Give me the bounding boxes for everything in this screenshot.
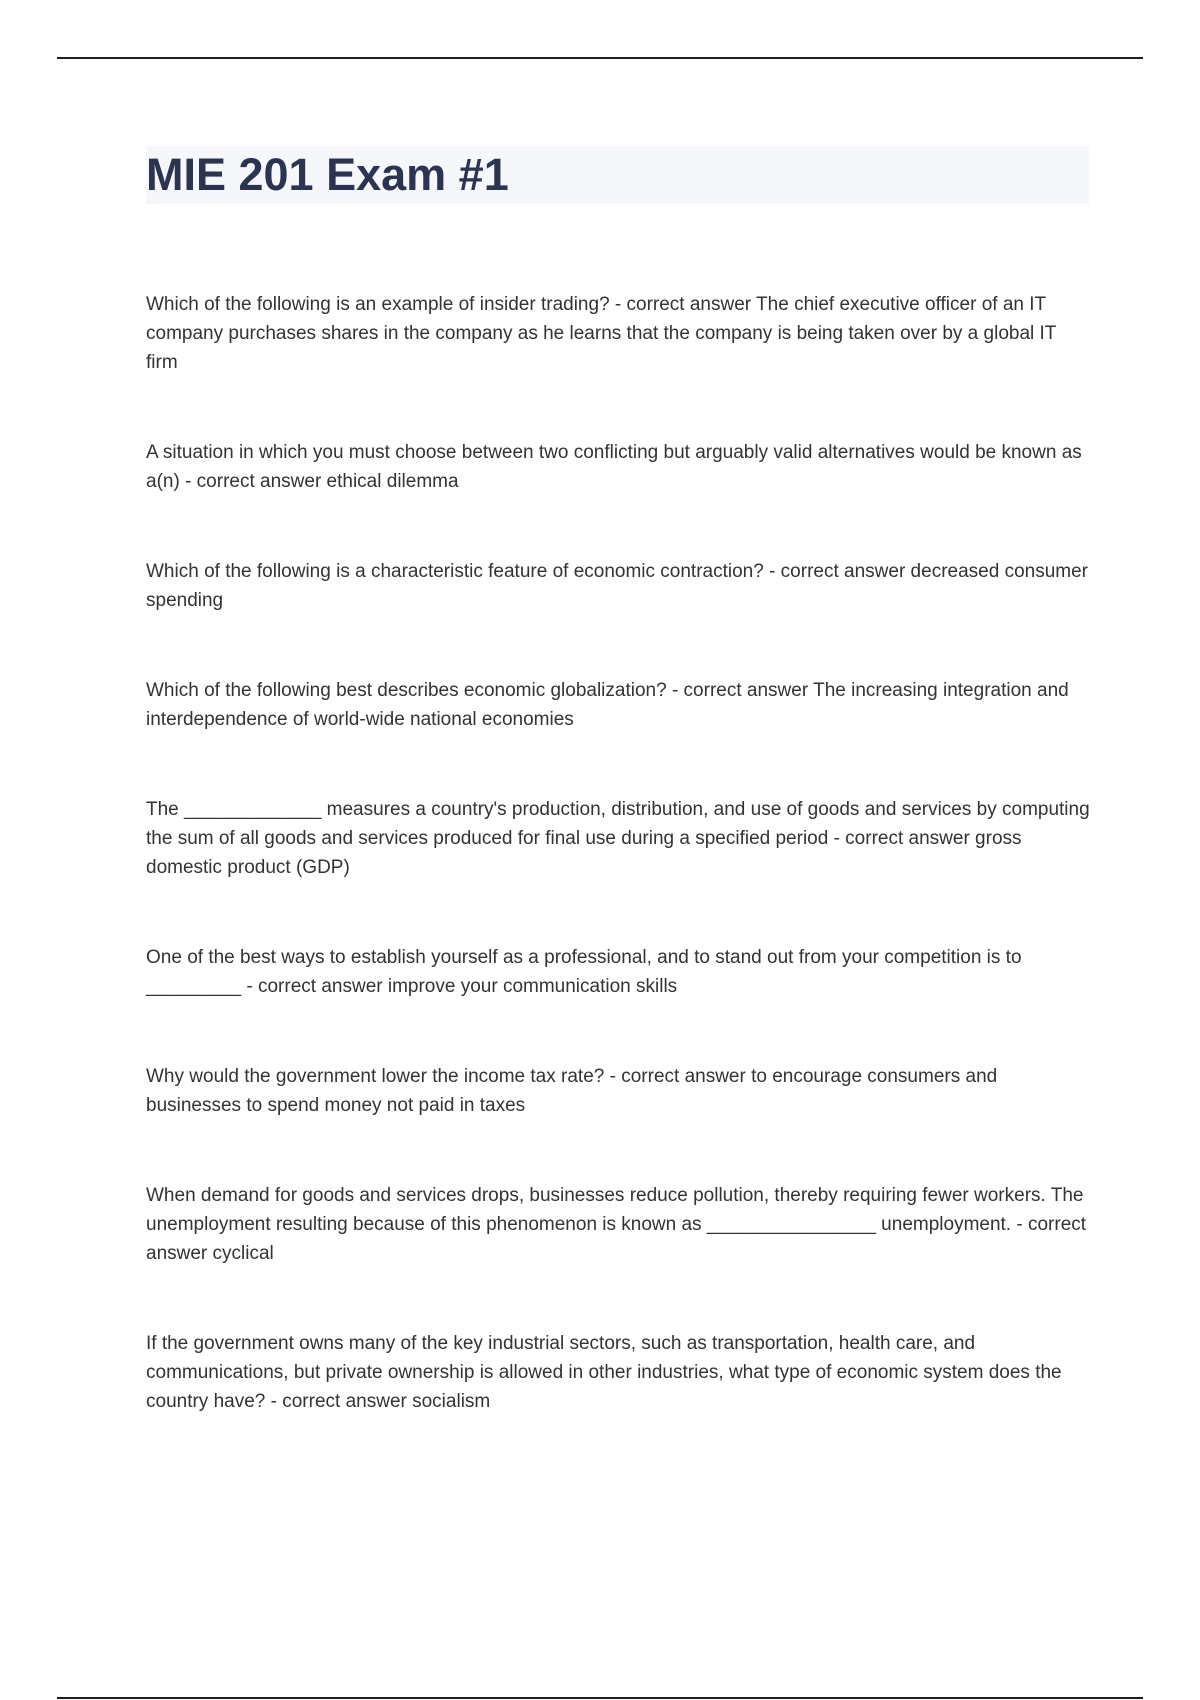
question-item: When demand for goods and services drops, businesses reduce pollution, thereby requiring fewer workers. The unemployment resulting because of this phenomenon is known as ________________ unemployment. - correct answer cyclical: [146, 1185, 1087, 1264]
question-list: [146, 290, 1091, 1416]
top-rule: [57, 57, 1143, 59]
question-item: Which of the following is a characteristic feature of economic contraction? - correct answer decreased consumer spending: [146, 561, 1088, 611]
question-item: One of the best ways to establish yourself as a professional, and to stand out from your competition is to _________ - correct answer improve your communication skills: [146, 947, 1022, 997]
page-title: MIE 201 Exam #1: [146, 149, 509, 200]
question-item: Which of the following is an example of insider trading? - correct answer The chief executive officer of an IT company purchases shares in the company as he learns that the company is being taken over by a global IT firm: [146, 294, 1057, 373]
question-item: If the government owns many of the key industrial sectors, such as transportation, health care, and communications, but private ownership is allowed in other industries, what type of economic system does the country have? - correct answer socialism: [146, 1333, 1062, 1412]
question-item: A situation in which you must choose between two conflicting but arguably valid alternatives would be known as a(n) - correct answer ethical dilemma: [146, 442, 1082, 492]
question-item: Why would the government lower the income tax rate? - correct answer to encourage consumers and businesses to spend money not paid in taxes: [146, 1066, 998, 1116]
bottom-rule: [57, 1697, 1143, 1699]
question-item: Which of the following best describes economic globalization? - correct answer The increasing integration and interdependence of world-wide national economies: [146, 680, 1069, 730]
question-item: The _____________ measures a country's production, distribution, and use of goods and services by computing the sum of all goods and services produced for final use during a specified period - correct answer gross domestic product (GDP): [146, 799, 1090, 878]
